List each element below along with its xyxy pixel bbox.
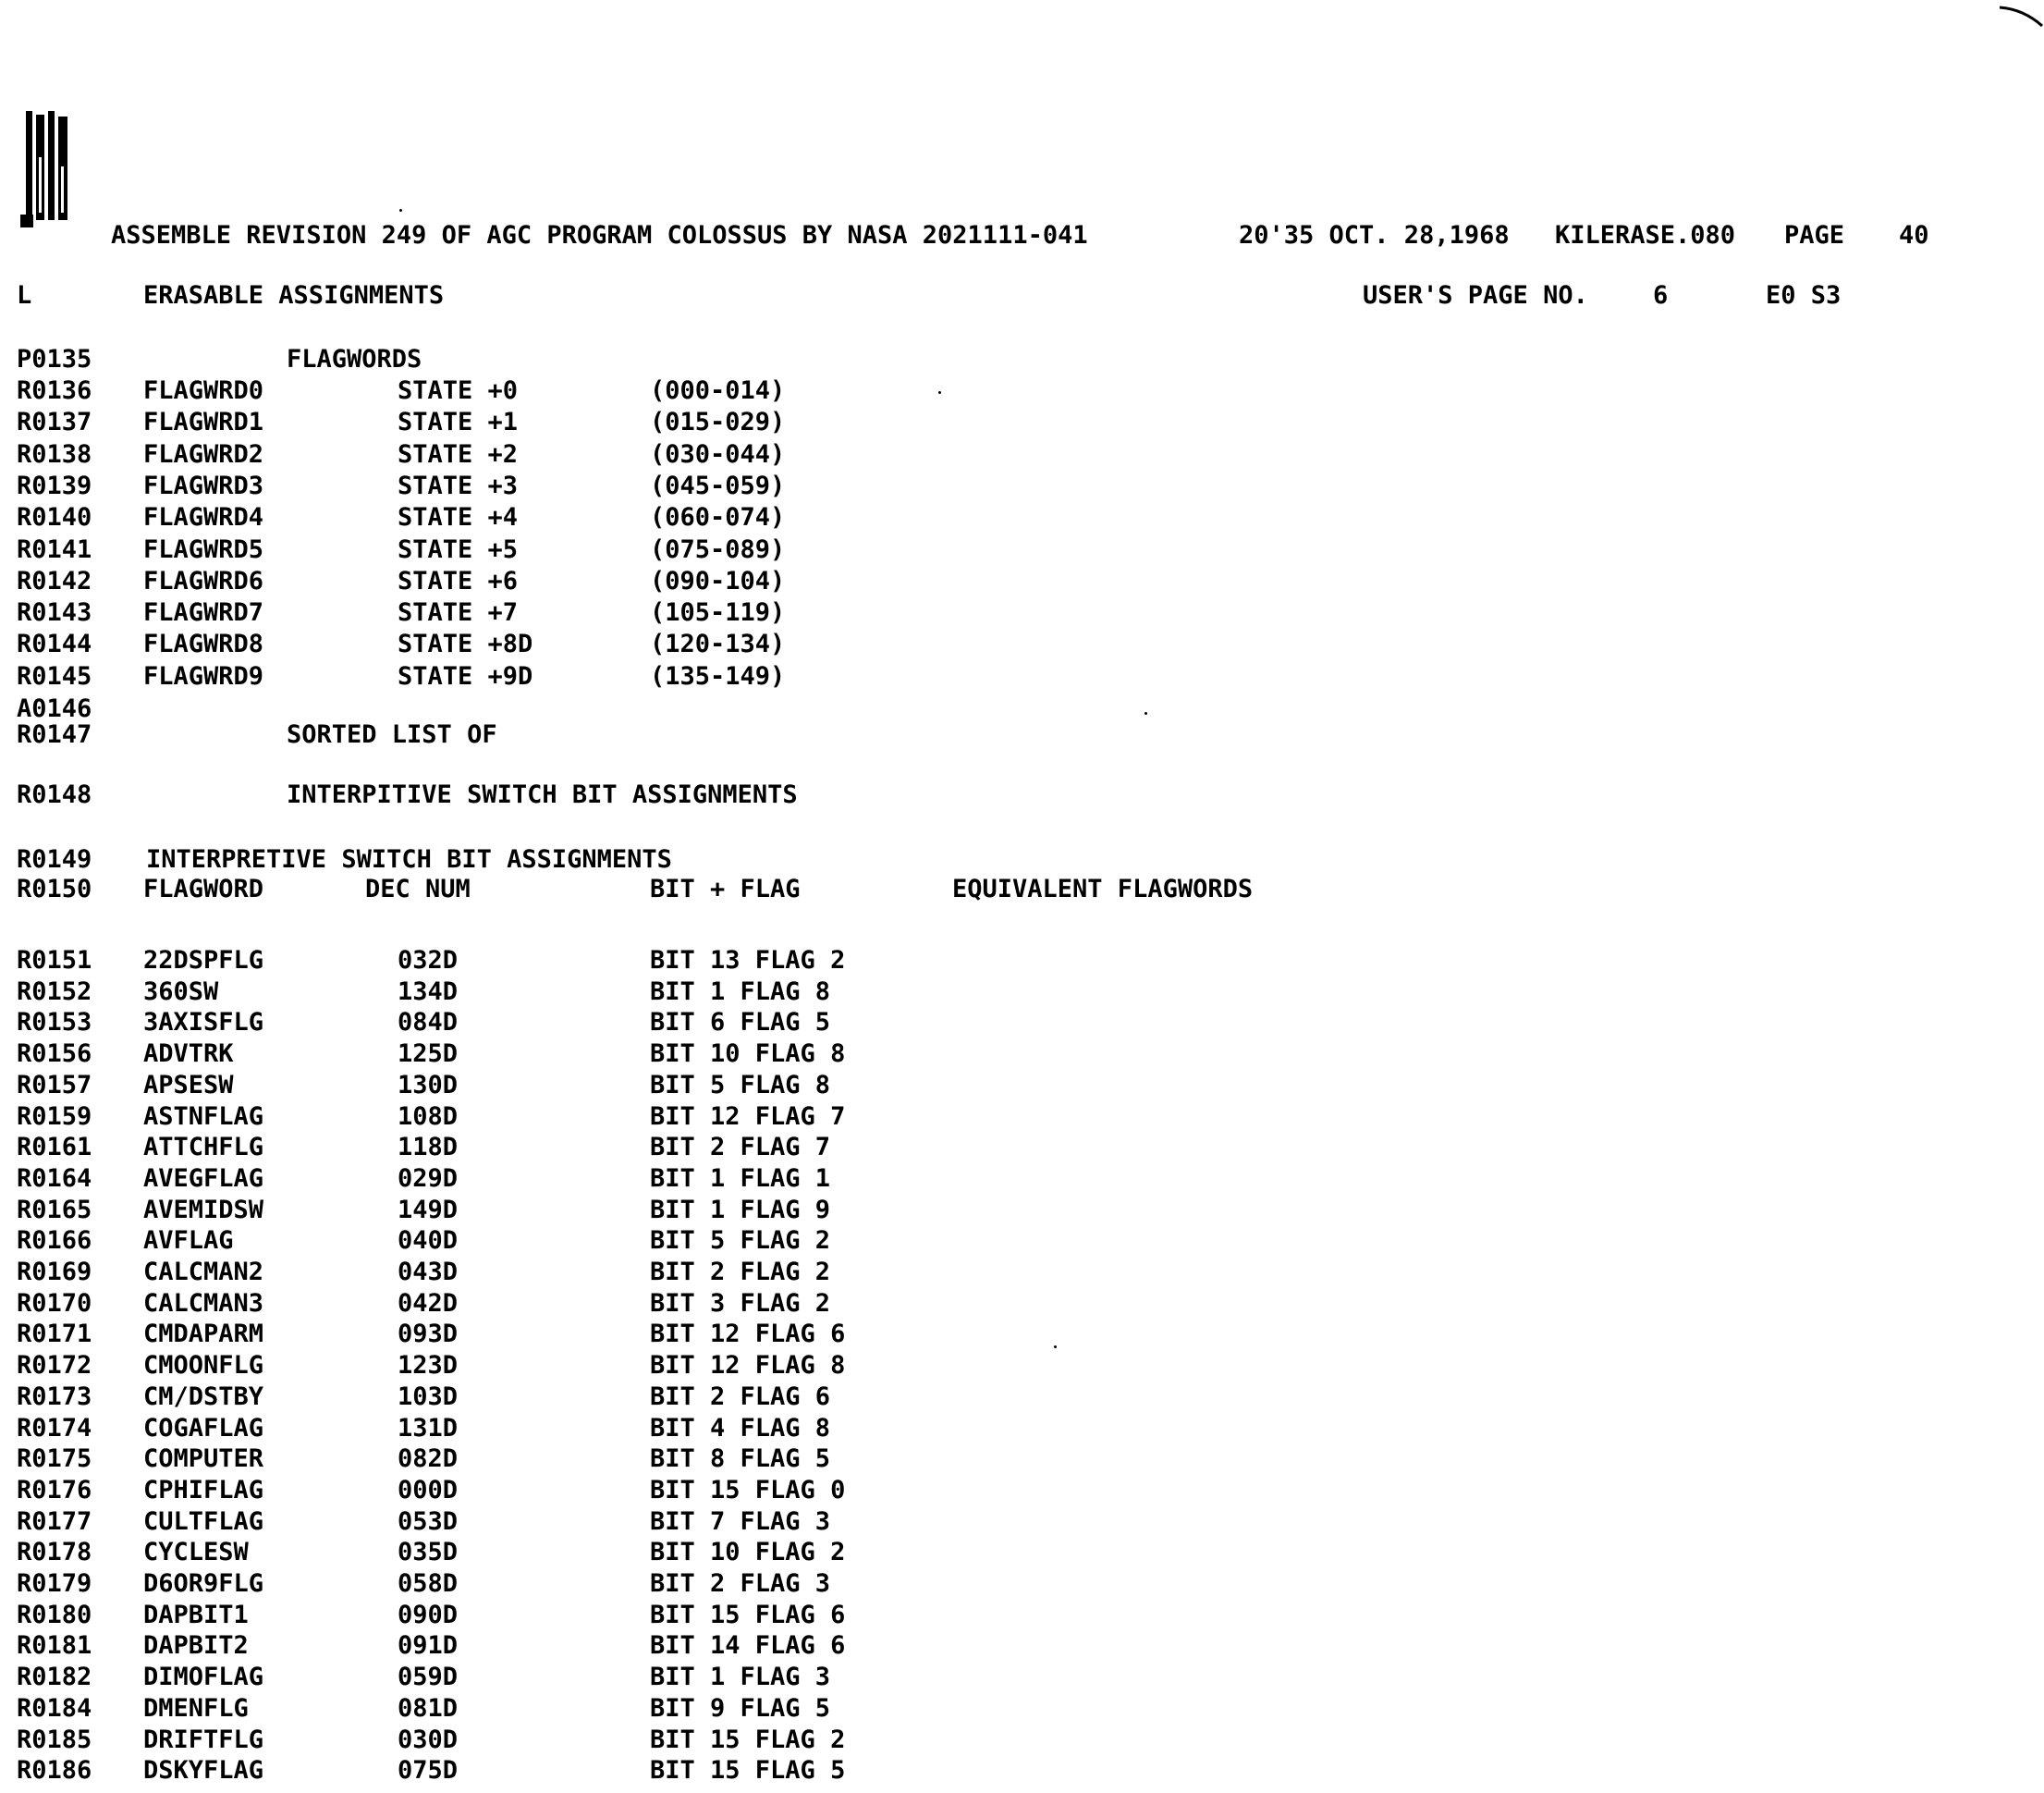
line-number: R0161 bbox=[17, 1133, 92, 1162]
line-number: R0173 bbox=[17, 1382, 92, 1411]
flagword-state: STATE +9D bbox=[398, 661, 533, 691]
scan-speck bbox=[938, 391, 941, 394]
line-number: R0172 bbox=[17, 1351, 92, 1381]
flagword-name: FLAGWRD2 bbox=[143, 439, 264, 469]
scan-speck bbox=[1144, 712, 1147, 715]
flag-bit: BIT 15 FLAG 2 bbox=[650, 1725, 846, 1754]
flag-dec-num: 000D bbox=[398, 1475, 459, 1504]
flagword-row bbox=[0, 407, 2044, 438]
flag-name: DAPBIT2 bbox=[143, 1631, 249, 1661]
flag-name: DMENFLG bbox=[143, 1693, 249, 1723]
flag-name: DAPBIT1 bbox=[143, 1600, 249, 1629]
flagword-range: (135-149) bbox=[650, 661, 786, 691]
line-number: R0151 bbox=[17, 946, 92, 975]
flagword-row bbox=[0, 629, 2044, 660]
flag-name: APSESW bbox=[143, 1070, 234, 1099]
flagword-name: FLAGWRD5 bbox=[143, 534, 264, 564]
table-row bbox=[0, 1225, 2044, 1257]
scan-speck bbox=[399, 209, 402, 212]
line-number: R0181 bbox=[17, 1631, 92, 1661]
flagword-state: STATE +1 bbox=[398, 408, 519, 437]
flag-dec-num: 134D bbox=[398, 976, 459, 1006]
flag-name: 360SW bbox=[143, 976, 219, 1006]
flag-dec-num: 108D bbox=[398, 1101, 459, 1131]
flag-bit: BIT 6 FLAG 5 bbox=[650, 1008, 831, 1038]
flag-dec-num: 059D bbox=[398, 1663, 459, 1692]
flag-dec-num: 081D bbox=[398, 1693, 459, 1723]
flagword-range: (060-074) bbox=[650, 503, 786, 533]
line-number: P0135 bbox=[17, 345, 92, 374]
flag-dec-num: 149D bbox=[398, 1195, 459, 1224]
flag-bit: BIT 15 FLAG 0 bbox=[650, 1475, 846, 1504]
table-row bbox=[0, 1319, 2044, 1350]
flag-name: AVFLAG bbox=[143, 1226, 234, 1256]
flagword-range: (000-014) bbox=[650, 376, 786, 405]
flag-bit: BIT 13 FLAG 2 bbox=[650, 946, 846, 975]
column-header-flagword: FLAGWORD bbox=[143, 875, 264, 903]
line-number: R0136 bbox=[17, 376, 92, 405]
table-row bbox=[0, 1475, 2044, 1506]
flag-dec-num: 075D bbox=[398, 1756, 459, 1786]
flag-bit: BIT 12 FLAG 6 bbox=[650, 1320, 846, 1349]
flagword-name: FLAGWRD4 bbox=[143, 503, 264, 533]
line-number: R0137 bbox=[17, 408, 92, 437]
flagword-row bbox=[0, 375, 2044, 407]
column-header-bit-flag: BIT + FLAG bbox=[650, 875, 801, 903]
table-row bbox=[0, 1132, 2044, 1163]
line-number: R0185 bbox=[17, 1725, 92, 1754]
flagword-row bbox=[0, 534, 2044, 566]
table-row bbox=[0, 1038, 2044, 1070]
flag-bit: BIT 3 FLAG 2 bbox=[650, 1288, 831, 1318]
flag-name: CPHIFLAG bbox=[143, 1475, 264, 1504]
flag-name: CALCMAN2 bbox=[143, 1258, 264, 1286]
flagword-row bbox=[0, 597, 2044, 629]
flag-name: CALCMAN3 bbox=[143, 1288, 264, 1318]
flagwords-header-row bbox=[0, 344, 2044, 375]
table-row bbox=[0, 1537, 2044, 1568]
flagword-row bbox=[0, 502, 2044, 534]
flag-name: COGAFLAG bbox=[143, 1413, 264, 1443]
table-row bbox=[0, 1693, 2044, 1725]
flag-bit: BIT 1 FLAG 1 bbox=[650, 1163, 831, 1193]
listing-header bbox=[0, 220, 2044, 252]
flagword-state: STATE +8D bbox=[398, 630, 533, 659]
flag-name: 22DSPFLG bbox=[143, 946, 264, 975]
line-number: R0174 bbox=[17, 1413, 92, 1443]
flagword-state: STATE +5 bbox=[398, 534, 519, 564]
table-row bbox=[0, 1600, 2044, 1631]
flag-dec-num: 130D bbox=[398, 1070, 459, 1099]
line-number: R0186 bbox=[17, 1756, 92, 1786]
section-code: E0 S3 bbox=[1766, 281, 1842, 310]
flagword-state: STATE +6 bbox=[398, 566, 519, 596]
line-number: R0140 bbox=[17, 503, 92, 533]
flag-bit: BIT 2 FLAG 7 bbox=[650, 1133, 831, 1162]
table-row bbox=[0, 1662, 2044, 1693]
table-row bbox=[0, 1506, 2044, 1538]
comment-text: INTERPITIVE SWITCH BIT ASSIGNMENTS bbox=[287, 780, 798, 809]
flag-dec-num: 043D bbox=[398, 1258, 459, 1286]
flagword-range: (075-089) bbox=[650, 534, 786, 564]
flag-bit: BIT 1 FLAG 9 bbox=[650, 1195, 831, 1224]
table-row bbox=[0, 1163, 2044, 1195]
flag-name: CM/DSTBY bbox=[143, 1382, 264, 1411]
line-number: R0147 bbox=[17, 720, 92, 749]
line-number: R0159 bbox=[17, 1101, 92, 1131]
line-number: R0156 bbox=[17, 1039, 92, 1069]
line-number: R0142 bbox=[17, 566, 92, 596]
flag-bit: BIT 14 FLAG 6 bbox=[650, 1631, 846, 1661]
flagword-state: STATE +3 bbox=[398, 471, 519, 500]
flagword-name: FLAGWRD9 bbox=[143, 661, 264, 691]
line-number: R0149 bbox=[17, 845, 92, 874]
flagword-name: FLAGWRD6 bbox=[143, 566, 264, 596]
flagword-state: STATE +0 bbox=[398, 376, 519, 405]
table-row bbox=[0, 945, 2044, 976]
flag-bit: BIT 10 FLAG 8 bbox=[650, 1039, 846, 1069]
line-number: R0157 bbox=[17, 1070, 92, 1099]
flag-name: DSKYFLAG bbox=[143, 1756, 264, 1786]
flag-bit: BIT 5 FLAG 2 bbox=[650, 1226, 831, 1256]
flag-bit: BIT 2 FLAG 3 bbox=[650, 1569, 831, 1598]
flag-bit: BIT 2 FLAG 2 bbox=[650, 1258, 831, 1286]
flag-name: CMDAPARM bbox=[143, 1320, 264, 1349]
flag-dec-num: 118D bbox=[398, 1133, 459, 1162]
flag-dec-num: 035D bbox=[398, 1538, 459, 1567]
line-number: R0176 bbox=[17, 1475, 92, 1504]
flagword-range: (030-044) bbox=[650, 439, 786, 469]
flag-bit: BIT 15 FLAG 5 bbox=[650, 1756, 846, 1786]
line-number: R0144 bbox=[17, 630, 92, 659]
line-number: R0179 bbox=[17, 1569, 92, 1598]
flagword-name: FLAGWRD3 bbox=[143, 471, 264, 500]
line-number: R0177 bbox=[17, 1506, 92, 1536]
flag-bit: BIT 12 FLAG 8 bbox=[650, 1351, 846, 1381]
flag-dec-num: 032D bbox=[398, 946, 459, 975]
line-number: R0143 bbox=[17, 598, 92, 628]
subheader-marker: L bbox=[17, 281, 32, 310]
flag-dec-num: 040D bbox=[398, 1226, 459, 1256]
column-header-dec-num: DEC NUM bbox=[365, 875, 471, 903]
table-row bbox=[0, 1288, 2044, 1320]
flagword-name: FLAGWRD8 bbox=[143, 630, 264, 659]
comment-row bbox=[0, 780, 2044, 811]
table-row bbox=[0, 1070, 2044, 1101]
table-row bbox=[0, 1413, 2044, 1444]
flag-name: CULTFLAG bbox=[143, 1506, 264, 1536]
flagword-state: STATE +7 bbox=[398, 598, 519, 628]
flag-name: 3AXISFLG bbox=[143, 1008, 264, 1038]
flag-bit: BIT 1 FLAG 3 bbox=[650, 1663, 831, 1692]
line-number: R0170 bbox=[17, 1288, 92, 1318]
comment-text: SORTED LIST OF bbox=[287, 720, 497, 749]
line-number: R0171 bbox=[17, 1320, 92, 1349]
flag-name: COMPUTER bbox=[143, 1444, 264, 1474]
line-number: R0141 bbox=[17, 534, 92, 564]
scan-speck bbox=[1054, 1345, 1057, 1348]
assembly-title: ASSEMBLE REVISION 249 OF AGC PROGRAM COLOSSUS BY NASA 2021111-041 bbox=[111, 221, 1088, 250]
table-row bbox=[0, 1101, 2044, 1133]
flag-dec-num: 042D bbox=[398, 1288, 459, 1318]
flag-name: DRIFTFLG bbox=[143, 1725, 264, 1754]
line-number: R0169 bbox=[17, 1258, 92, 1286]
table-row bbox=[0, 1195, 2044, 1226]
table-row bbox=[0, 1725, 2044, 1756]
flag-bit: BIT 9 FLAG 5 bbox=[650, 1693, 831, 1723]
flag-bit: BIT 10 FLAG 2 bbox=[650, 1538, 846, 1567]
section-title: ERASABLE ASSIGNMENTS bbox=[143, 281, 445, 310]
flag-bit: BIT 5 FLAG 8 bbox=[650, 1070, 831, 1099]
table-column-header bbox=[0, 874, 2044, 905]
flag-name: ATTCHFLG bbox=[143, 1133, 264, 1162]
table-row bbox=[0, 1568, 2044, 1600]
line-number: R0164 bbox=[17, 1163, 92, 1193]
flagword-range: (090-104) bbox=[650, 566, 786, 596]
table-row bbox=[0, 1443, 2044, 1475]
comment-row bbox=[0, 719, 2044, 751]
flagword-state: STATE +4 bbox=[398, 503, 519, 533]
line-number: R0148 bbox=[17, 780, 92, 809]
table-title: INTERPRETIVE SWITCH BIT ASSIGNMENTS bbox=[146, 845, 672, 874]
flagword-state: STATE +2 bbox=[398, 439, 519, 469]
flag-name: CMOONFLG bbox=[143, 1351, 264, 1381]
flag-dec-num: 125D bbox=[398, 1039, 459, 1069]
flagword-name: FLAGWRD7 bbox=[143, 598, 264, 628]
table-row bbox=[0, 1007, 2044, 1038]
listing-logo-icon bbox=[20, 111, 78, 229]
flag-bit: BIT 15 FLAG 6 bbox=[650, 1600, 846, 1629]
flag-bit: BIT 12 FLAG 7 bbox=[650, 1101, 846, 1131]
job-name: KILERASE.080 bbox=[1555, 221, 1736, 250]
flag-dec-num: 103D bbox=[398, 1382, 459, 1411]
page-number: 40 bbox=[1899, 221, 1929, 250]
corner-mark-icon bbox=[1998, 0, 2044, 37]
flag-bit: BIT 8 FLAG 5 bbox=[650, 1444, 831, 1474]
line-number: R0152 bbox=[17, 976, 92, 1006]
flag-dec-num: 030D bbox=[398, 1725, 459, 1754]
line-number: R0138 bbox=[17, 439, 92, 469]
line-number: R0178 bbox=[17, 1538, 92, 1567]
column-header-equivalent: EQUIVALENT FLAGWORDS bbox=[952, 875, 1254, 903]
line-number: R0139 bbox=[17, 471, 92, 500]
table-row bbox=[0, 976, 2044, 1008]
line-number: R0166 bbox=[17, 1226, 92, 1256]
page-label: PAGE bbox=[1784, 221, 1845, 250]
user-page-number: 6 bbox=[1653, 281, 1669, 310]
flag-dec-num: 082D bbox=[398, 1444, 459, 1474]
flag-dec-num: 084D bbox=[398, 1008, 459, 1038]
flagword-row bbox=[0, 566, 2044, 597]
flag-name: DIMOFLAG bbox=[143, 1663, 264, 1692]
line-number: R0182 bbox=[17, 1663, 92, 1692]
flagword-range: (120-134) bbox=[650, 630, 786, 659]
flagwords-heading: FLAGWORDS bbox=[287, 345, 422, 374]
flag-dec-num: 090D bbox=[398, 1600, 459, 1629]
flagword-range: (015-029) bbox=[650, 408, 786, 437]
flag-bit: BIT 1 FLAG 8 bbox=[650, 976, 831, 1006]
flagword-name: FLAGWRD0 bbox=[143, 376, 264, 405]
line-number: R0145 bbox=[17, 661, 92, 691]
flag-dec-num: 053D bbox=[398, 1506, 459, 1536]
flag-name: ADVTRK bbox=[143, 1039, 234, 1069]
line-number: R0153 bbox=[17, 1008, 92, 1038]
flagword-name: FLAGWRD1 bbox=[143, 408, 264, 437]
flag-dec-num: 058D bbox=[398, 1569, 459, 1598]
flag-bit: BIT 4 FLAG 8 bbox=[650, 1413, 831, 1443]
flagword-range: (105-119) bbox=[650, 598, 786, 628]
line-number: R0184 bbox=[17, 1693, 92, 1723]
line-number: R0165 bbox=[17, 1195, 92, 1224]
flag-bit: BIT 7 FLAG 3 bbox=[650, 1506, 831, 1536]
flagword-row bbox=[0, 661, 2044, 693]
flag-name: D6OR9FLG bbox=[143, 1569, 264, 1598]
line-number: R0150 bbox=[17, 875, 92, 903]
table-row bbox=[0, 1755, 2044, 1787]
table-row bbox=[0, 1350, 2044, 1382]
listing-subheader bbox=[0, 280, 2044, 312]
flag-bit: BIT 2 FLAG 6 bbox=[650, 1382, 831, 1411]
assembly-timestamp: 20'35 OCT. 28,1968 bbox=[1239, 221, 1510, 250]
flag-dec-num: 029D bbox=[398, 1163, 459, 1193]
line-number: R0180 bbox=[17, 1600, 92, 1629]
flag-dec-num: 093D bbox=[398, 1320, 459, 1349]
flag-dec-num: 131D bbox=[398, 1413, 459, 1443]
flag-name: CYCLESW bbox=[143, 1538, 249, 1567]
flagword-row bbox=[0, 471, 2044, 502]
table-row bbox=[0, 1630, 2044, 1662]
flag-name: AVEGFLAG bbox=[143, 1163, 264, 1193]
line-number: A0146 bbox=[17, 694, 92, 723]
user-page-label: USER'S PAGE NO. bbox=[1363, 281, 1588, 310]
table-row bbox=[0, 1257, 2044, 1288]
line-number: R0175 bbox=[17, 1444, 92, 1474]
table-row bbox=[0, 1382, 2044, 1413]
flag-dec-num: 091D bbox=[398, 1631, 459, 1661]
table-title-row bbox=[0, 844, 2044, 876]
flag-name: AVEMIDSW bbox=[143, 1195, 264, 1224]
flagword-range: (045-059) bbox=[650, 471, 786, 500]
flagword-row bbox=[0, 439, 2044, 471]
flag-dec-num: 123D bbox=[398, 1351, 459, 1381]
flag-name: ASTNFLAG bbox=[143, 1101, 264, 1131]
